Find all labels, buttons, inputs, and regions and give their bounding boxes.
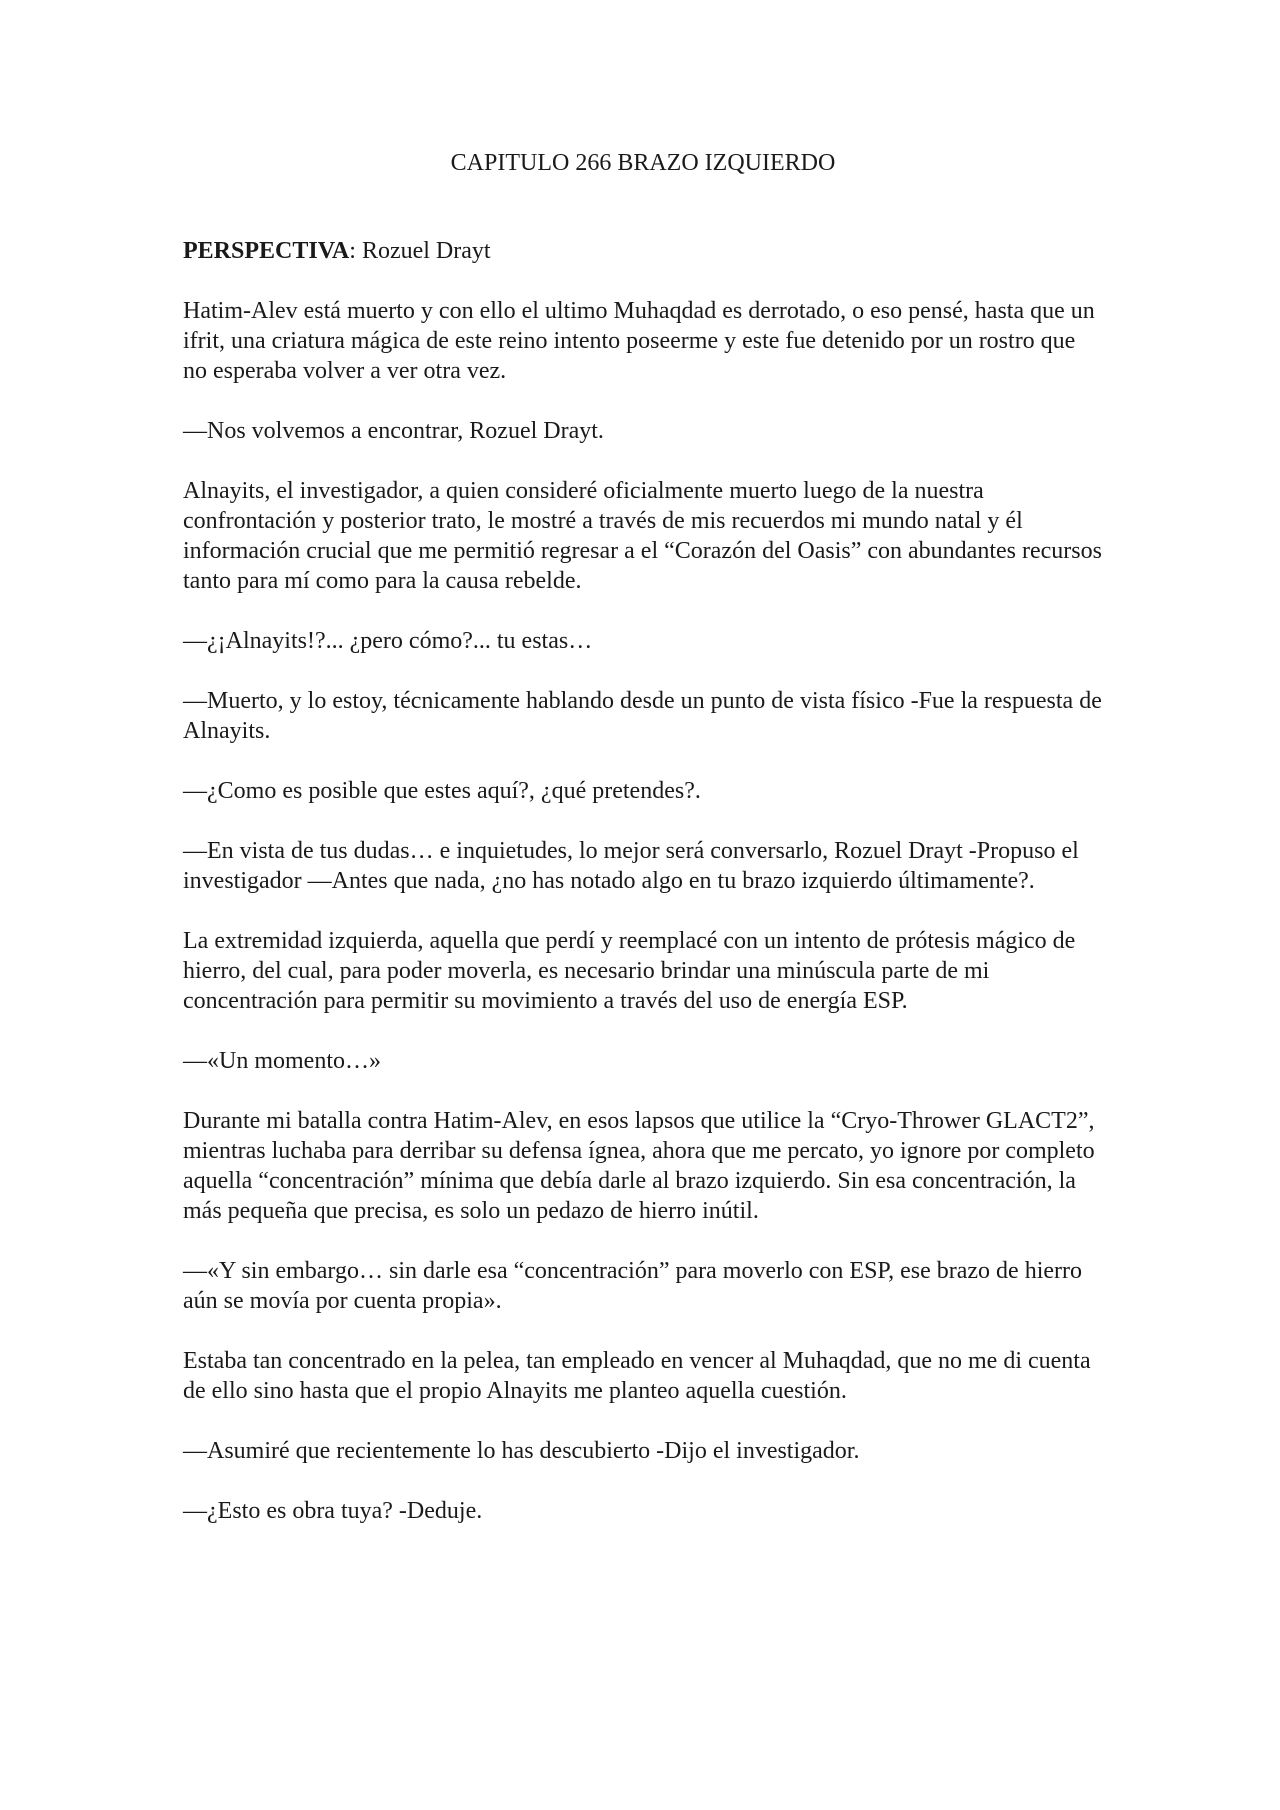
paragraph: —«Y sin embargo… sin darle esa “concentración” para moverlo con ESP, ese brazo de hierro aún se movía por cuenta propia». xyxy=(183,1258,1083,1314)
paragraph: —Nos volvemos a encontrar, Rozuel Drayt. xyxy=(183,418,604,444)
paragraph: —¿Esto es obra tuya? -Deduje. xyxy=(183,1498,483,1524)
paragraph: —Muerto, y lo estoy, técnicamente hablando desde un punto de vista físico -Fue la respuesta de Alnayits. xyxy=(183,688,1102,744)
document-body xyxy=(183,148,1103,1526)
paragraph: —¿Como es posible que estes aquí?, ¿qué pretendes?. xyxy=(183,778,701,804)
paragraph: Alnayits, el investigador, a quien consideré oficialmente muerto luego de la nuestra confrontación y posterior trato, le mostré a través de mis recuerdos mi mundo natal y él información crucial que me permitió regresar a el “Corazón del Oasis” con abundantes recursos tanto para mí como para la causa rebelde. xyxy=(183,478,1102,594)
paragraph: La extremidad izquierda, aquella que perdí y reemplacé con un intento de prótesis mágico de hierro, del cual, para poder moverla, es necesario brindar una minúscula parte de mi concentración para permitir su movimiento a través del uso de energía ESP. xyxy=(183,928,1076,1014)
paragraph: —«Un momento…» xyxy=(183,1048,381,1074)
paragraph: Durante mi batalla contra Hatim-Alev, en esos lapsos que utilice la “Cryo-Thrower GLACT2”, mientras luchaba para derribar su defensa ígnea, ahora que me percato, yo ignore por completo aquella “concentración” mínima que debía darle al brazo izquierdo. Sin esa concentración, la más pequeña que precisa, es solo un pedazo de hierro inútil. xyxy=(183,1108,1095,1224)
paragraph: —Asumiré que recientemente lo has descubierto -Dijo el investigador. xyxy=(183,1438,860,1464)
perspective-value: Rozuel Drayt xyxy=(361,238,491,264)
paragraph: Estaba tan concentrado en la pelea, tan empleado en vencer al Muhaqdad, que no me di cuenta de ello sino hasta que el propio Alnayits me planteo aquella cuestión. xyxy=(183,1348,1091,1404)
paragraph: Hatim-Alev está muerto y con ello el ultimo Muhaqdad es derrotado, o eso pensé, hasta que un ifrit, una criatura mágica de este reino intento poseerme y este fue detenido por un rostro que no esperaba volver a ver otra vez. xyxy=(183,298,1095,384)
perspective-separator: : xyxy=(349,238,362,264)
paragraph: —En vista de tus dudas… e inquietudes, lo mejor será conversarlo, Rozuel Drayt -Propuso el investigador —Antes que nada, ¿no has notado algo en tu brazo izquierdo últimamente?. xyxy=(183,838,1079,894)
perspective-label: PERSPECTIVA xyxy=(183,238,350,264)
chapter-title: CAPITULO 266 BRAZO IZQUIERDO xyxy=(450,150,836,176)
paragraph: —¿¡Alnayits!?... ¿pero cómo?... tu estas… xyxy=(183,628,593,654)
perspective-line xyxy=(183,236,1103,266)
